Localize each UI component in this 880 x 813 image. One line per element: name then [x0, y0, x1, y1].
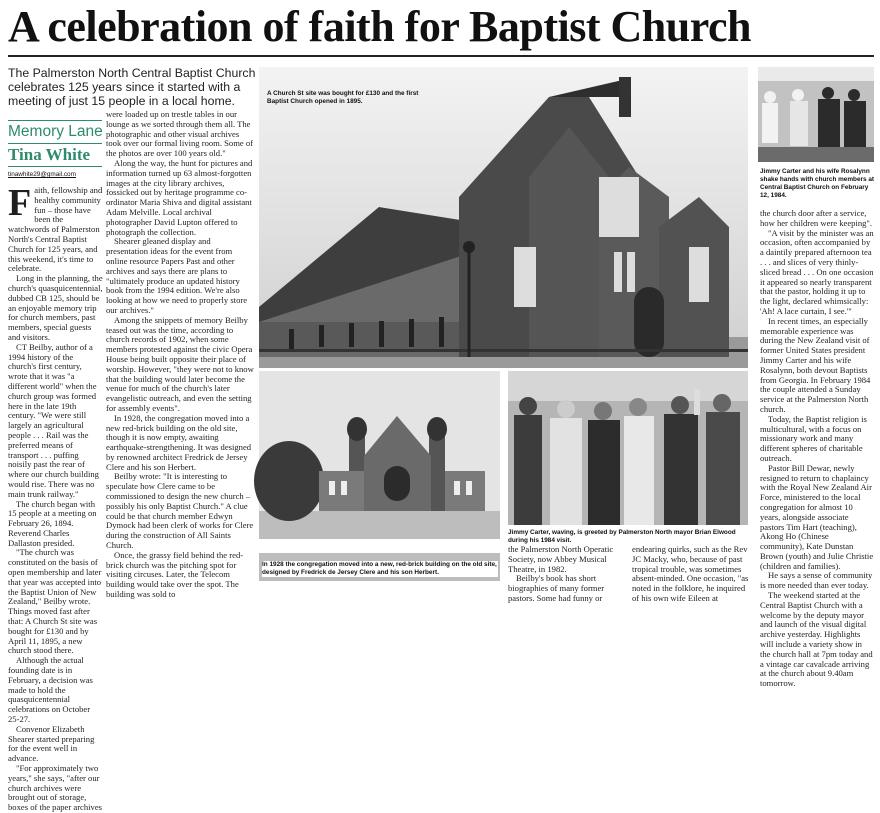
paragraph: Convenor Elizabeth Shearer started preparing for the event well in advance. [8, 723, 95, 764]
headline: A celebration of faith for Baptist Church [8, 2, 751, 51]
paragraph: The church began with 15 people at a meeting on February 26, 1894. Reverend Charles Dallaston presided. [8, 498, 97, 548]
article-column-5 [760, 208, 874, 689]
caption-church-1895: A Church St site was bought for £130 and the first Baptist Church opened in 1895. [267, 90, 419, 105]
column-title: Memory Lane [8, 123, 103, 140]
carter-handshake-illustration [758, 67, 874, 162]
paragraph: Beilby's book has short biographies of many former pastors. Some had funny or [508, 573, 605, 603]
paragraph: Among the snippets of memory Beilby teased out was the time, according to church records of 1902, when some members protested against the civic Opera House being built opposite their place of worship. However, "they were not to know that the building would later become the venue for much of the church's later evangelistic outreach, and even the setting for assembly events". [106, 314, 254, 413]
column-rule-top [8, 120, 102, 121]
paragraph: were loaded up on trestle tables in our lounge as we sorted through them all. The photographic and other visual archives took over our formal living room. Some of the photos are over 100 years old." [106, 109, 254, 159]
paragraph: the church door after a service, how her children were keeping". [760, 208, 873, 228]
column-signature [8, 118, 102, 179]
column-author: Tina White [8, 145, 91, 164]
paragraph: He says a sense of community is more needed than ever today. [760, 570, 873, 591]
paragraph: "The church was constituted on the basis of open membership and later that year was accepted into the Baptist Union of New Zealand," Beilby wrote. Things moved fast after that: A Church St site was bought for £130 and by April 11, 1895, a new church stood there. [8, 547, 102, 656]
paragraph: Beilby wrote: "It is interesting to speculate how Clere came to be commissioned to design the new church – possibly his only Baptist Church." A clue could be that church member Edwyn Dymock had been clerk of works for Clere during the construction of All Saints Church. [106, 471, 254, 551]
paragraph: Today, the Baptist religion is multicultural, with a focus on missionary work and many different spheres of charitable outreach. [760, 413, 867, 463]
article-column-4 [632, 544, 750, 603]
standfirst: The Palmerston North Central Baptist Church celebrates 125 years since it started with a meeting of just 15 people in a local home. [8, 66, 256, 108]
paragraph: Long in the planning, the church's quasquicentennial, dubbed CB 125, should be an enjoyable memory trip for church members, past members, special guests and visitors. [8, 273, 103, 342]
paragraph: the Palmerston North Operatic Society, now Abbey Musical Theatre, in 1982. [508, 544, 614, 574]
paragraph: Shearer gleaned display and presentation ideas for the event from online resource Papers Past and other archives and says there are plans to "ultimately produce an updated history book from the 1994 edition. We're also looking at how we need to properly store our archives." [106, 236, 248, 315]
paragraph: Along the way, the hunt for pictures and information turned up 63 almost-forgotten images at the city library archives, fossicked out by heritage programme co-ordinator Maria Shiva and digital assistant Adam Melville. Local archival photographer David Lupton offered to photograph the collection. [106, 157, 253, 237]
drop-cap: F [8, 182, 32, 224]
carter-waving-illustration [508, 371, 748, 525]
headline-rule [8, 55, 874, 57]
paragraph: In recent times, an especially memorable experience was during the New Zealand visit of former United States president Jimmy Carter and his wife Rosalynn, both devout Baptists from Georgia. In February 1984 the couple attended a Sunday service at the Palmerston North church. [760, 315, 871, 414]
author-email-link[interactable]: tinawhite29@gmail.com [8, 171, 76, 178]
paragraph: Although the actual founding date is in February, a decision was made to hold the quasquicentennial celebrations on October 25-27. [8, 655, 93, 725]
church-1895-illustration [259, 67, 748, 368]
paragraph: Pastor Bill Dewar, newly resigned to return to chaplaincy with the Royal New Zealand Air Force, ministered to the local congregation for almost 10 years, alongside associate pastors Tim Hart (teaching), Akong Ho (Chinese community), Kate Dunstan Brown (youth) and Julie Christie (children and families). [760, 462, 874, 571]
church-1895-photo [259, 67, 748, 368]
column-rule-bottom [8, 166, 102, 167]
caption-carter-waving: Jimmy Carter, waving, is greeted by Palmerston North mayor Brian Elwood during his 1984 visit. [508, 529, 736, 544]
carter-waving-photo [508, 371, 748, 525]
caption-church-1928: In 1928 the congregation moved into a new, red-brick building on the old site, designed by Fredrick de Jersey Clere and his son Herbert. [262, 561, 497, 576]
church-1928-photo [259, 371, 500, 581]
church-1928-illustration [259, 371, 500, 581]
paragraph: Once, the grassy field behind the red-brick church was the pitching spot for visiting circuses. Later, the Telecom building would take over the spot. The building was sold to [106, 549, 244, 600]
column-rule-middle [8, 143, 102, 144]
caption-carter-handshake: Jimmy Carter and his wife Rosalynn shake hands with church members at Central Baptist Church on February 12, 1984. [760, 168, 875, 199]
paragraph [8, 182, 103, 274]
article-column-3 [508, 544, 624, 603]
paragraph: "A visit by the minister was an occasion, often accompanied by a daintily prepared afternoon tea . . . and slices of very thinly-sliced bread . . . On one occasion it appeared so nearly transparent that the pastor, holding it up to the light, declared whimsically: 'Ah! A lace curtain, I see.'" [760, 227, 874, 316]
carter-handshake-photo [758, 67, 874, 162]
article-column-2 [106, 109, 254, 600]
paragraph: "For approximately two years," she says, "after our church archives were brought out of storage, boxes of the paper archives [8, 763, 103, 813]
article-column-1 [8, 182, 103, 813]
paragraph: CT Beilby, author of a 1994 history of the church's first century, wrote that it was "a different world" when the church group was formed here in the late 19th century. "We were still largely an agricultural people . . . Rail was the preferred means of transport . . . puffing noisily past the rear of where our church building would rise. There was no main trunk railway." [8, 341, 99, 499]
paragraph: endearing quirks, such as the Rev JC Macky, who, because of past tropical trouble, was sometimes absent-minded. One occasion, "as noted in the folklore, he inquired of his own wife Eileen at [632, 544, 749, 603]
paragraph-text: aith, fellowship and healthy community fun – those have been the watchwords of Palmerston North's Central Baptist Church for 125 years, and this weekend, it's time to celebrate. [8, 185, 103, 274]
paragraph: In 1928, the congregation moved into a new red-brick building on the old site, though it is now empty, awaiting earthquake-strengthening. It was designed by renowned architect Fredrick de Jersey Clere and his son Herbert. [106, 412, 252, 472]
paragraph: The weekend started at the Central Baptist Church with a welcome by the deputy mayor and launch of the visual digital archive yesterday. Highlights will include a variety show in the church hall at 7pm today and a vintage car cavalcade arriving at the church about 9.40am tomorrow. [760, 590, 873, 689]
